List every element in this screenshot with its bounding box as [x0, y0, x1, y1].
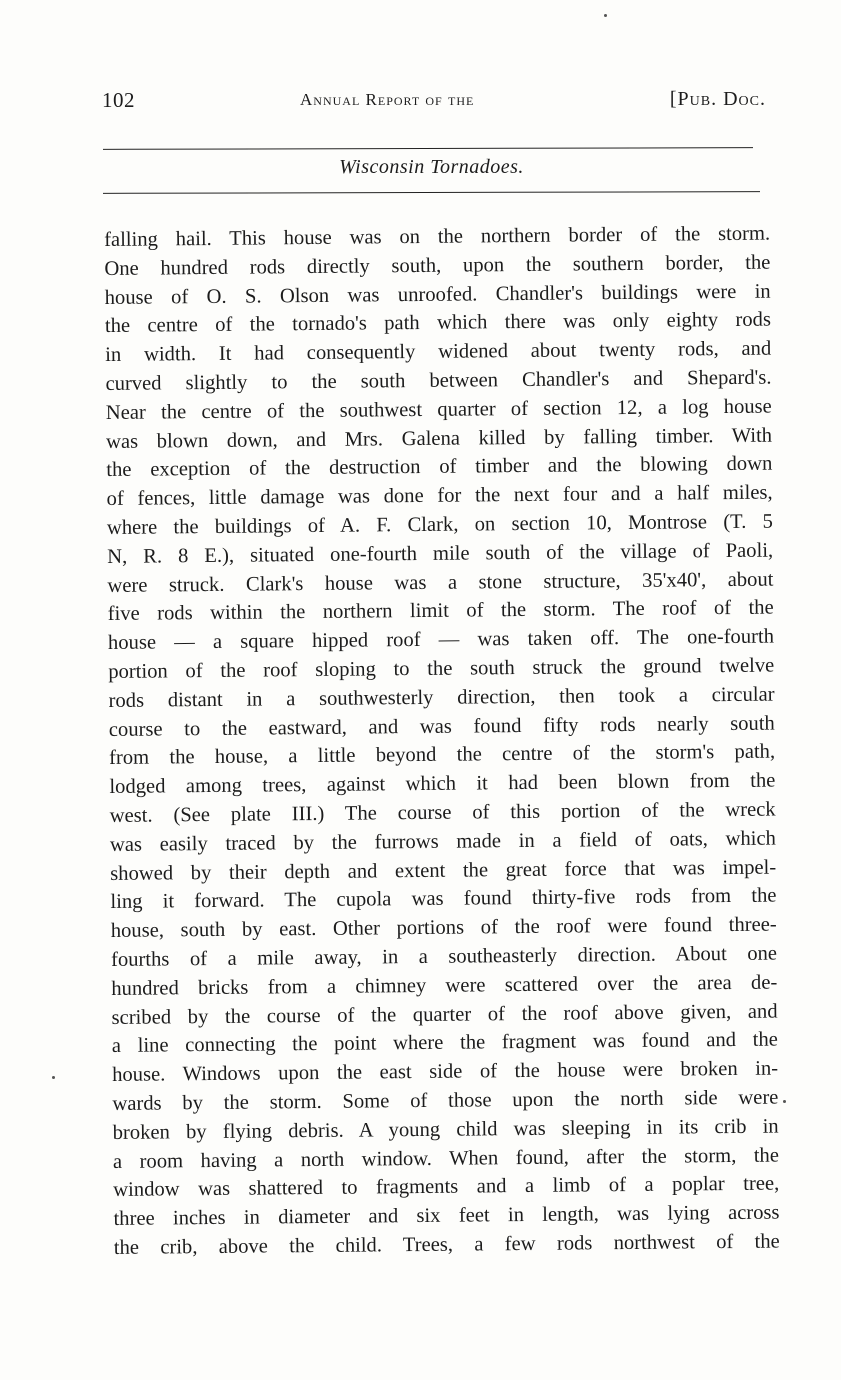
text-line: N, R. 8 E.), situated one-fourth mile south of the village of Paoli, — [107, 539, 774, 568]
text-line: a room having a north window. When found, after the storm, the — [112, 1144, 780, 1173]
page-number: 102 — [102, 88, 135, 112]
text-line: portion of the roof sloping to the south struck the ground twelve — [108, 654, 775, 683]
document-reference: [Pub. Doc. — [669, 88, 766, 110]
text-line: broken by flying debris. A young child was sleeping in its crib in — [112, 1115, 779, 1144]
text-line: house, south by east. Other portions of the roof were found three- — [110, 913, 777, 943]
text-line: course to the eastward, and was found fifty rods nearly south — [108, 712, 775, 741]
text-line: house of O. S. Olson was unroofed. Chandler's buildings were in — [104, 280, 771, 309]
report-title: Annual Report of the — [300, 90, 475, 109]
text-line: in width. It had consequently widened about twenty rods, and — [105, 337, 772, 367]
text-line: was blown down, and Mrs. Galena killed by falling timber. With — [105, 424, 773, 453]
text-line: showed by their depth and extent the great force that was impel- — [110, 856, 777, 885]
text-line: three inches in diameter and six feet in length, was lying across — [113, 1201, 780, 1231]
text-line: curved slightly to the south between Chandler's and Shepard's. — [105, 366, 772, 395]
text-line: hundred bricks from a chimney were scattered over the area de- — [111, 971, 778, 1000]
scan-speck — [783, 1100, 786, 1103]
section-title: Wisconsin Tornadoes. — [339, 156, 524, 178]
text-line: was easily traced by the furrows made in a field of oats, which — [109, 827, 777, 856]
scan-speck — [604, 14, 607, 17]
text-line: fourths of a mile away, in a southeasterly direction. About one — [110, 942, 778, 971]
text-line: west. (See plate III.) The course of this portion of the wreck — [109, 798, 776, 827]
text-line: lodged among trees, against which it had been blown from the — [109, 769, 776, 799]
body-text — [104, 220, 780, 1263]
text-line: wards by the storm. Some of those upon the north side were — [112, 1086, 779, 1115]
header-rule-bottom — [103, 191, 760, 194]
text-line: falling hail. This house was on the northern border of the storm. — [104, 222, 771, 251]
header-rule-top — [103, 147, 753, 150]
text-line: Near the centre of the southwest quarter of section 12, a log house — [105, 395, 772, 424]
text-line: house — a square hipped roof — was taken off. The one-fourth — [107, 625, 775, 655]
text-line: a line connecting the point where the fragment was found and the — [111, 1028, 778, 1058]
text-line: One hundred rods directly south, upon the southern border, the — [104, 251, 771, 280]
text-line: were struck. Clark's house was a stone structure, 35'x40', about — [107, 568, 774, 597]
text-line: the centre of the tornado's path which there was only eighty rods — [104, 308, 772, 338]
text-line: the exception of the destruction of timber and the blowing down — [106, 452, 773, 482]
text-line: rods distant in a southwesterly direction, then took a circular — [108, 683, 775, 712]
running-head — [102, 88, 766, 118]
text-line: the crib, above the child. Trees, a few rods northwest of the — [113, 1230, 780, 1259]
text-line: ling it forward. The cupola was found thirty-five rods from the — [110, 884, 777, 914]
text-line: from the house, a little beyond the centre of the storm's path, — [109, 740, 776, 770]
text-line: scribed by the course of the quarter of the roof above given, and — [111, 1000, 778, 1029]
text-line: where the buildings of A. F. Clark, on section 10, Montrose (T. 5 — [106, 510, 773, 539]
text-line: of fences, little damage was done for the next four and a half miles, — [106, 481, 773, 511]
text-line: window was shattered to fragments and a limb of a poplar tree, — [113, 1172, 780, 1202]
text-line: five rods within the northern limit of the storm. The roof of the — [107, 596, 774, 626]
scan-speck — [52, 1076, 55, 1079]
text-line: house. Windows upon the east side of the house were broken in- — [112, 1057, 779, 1087]
